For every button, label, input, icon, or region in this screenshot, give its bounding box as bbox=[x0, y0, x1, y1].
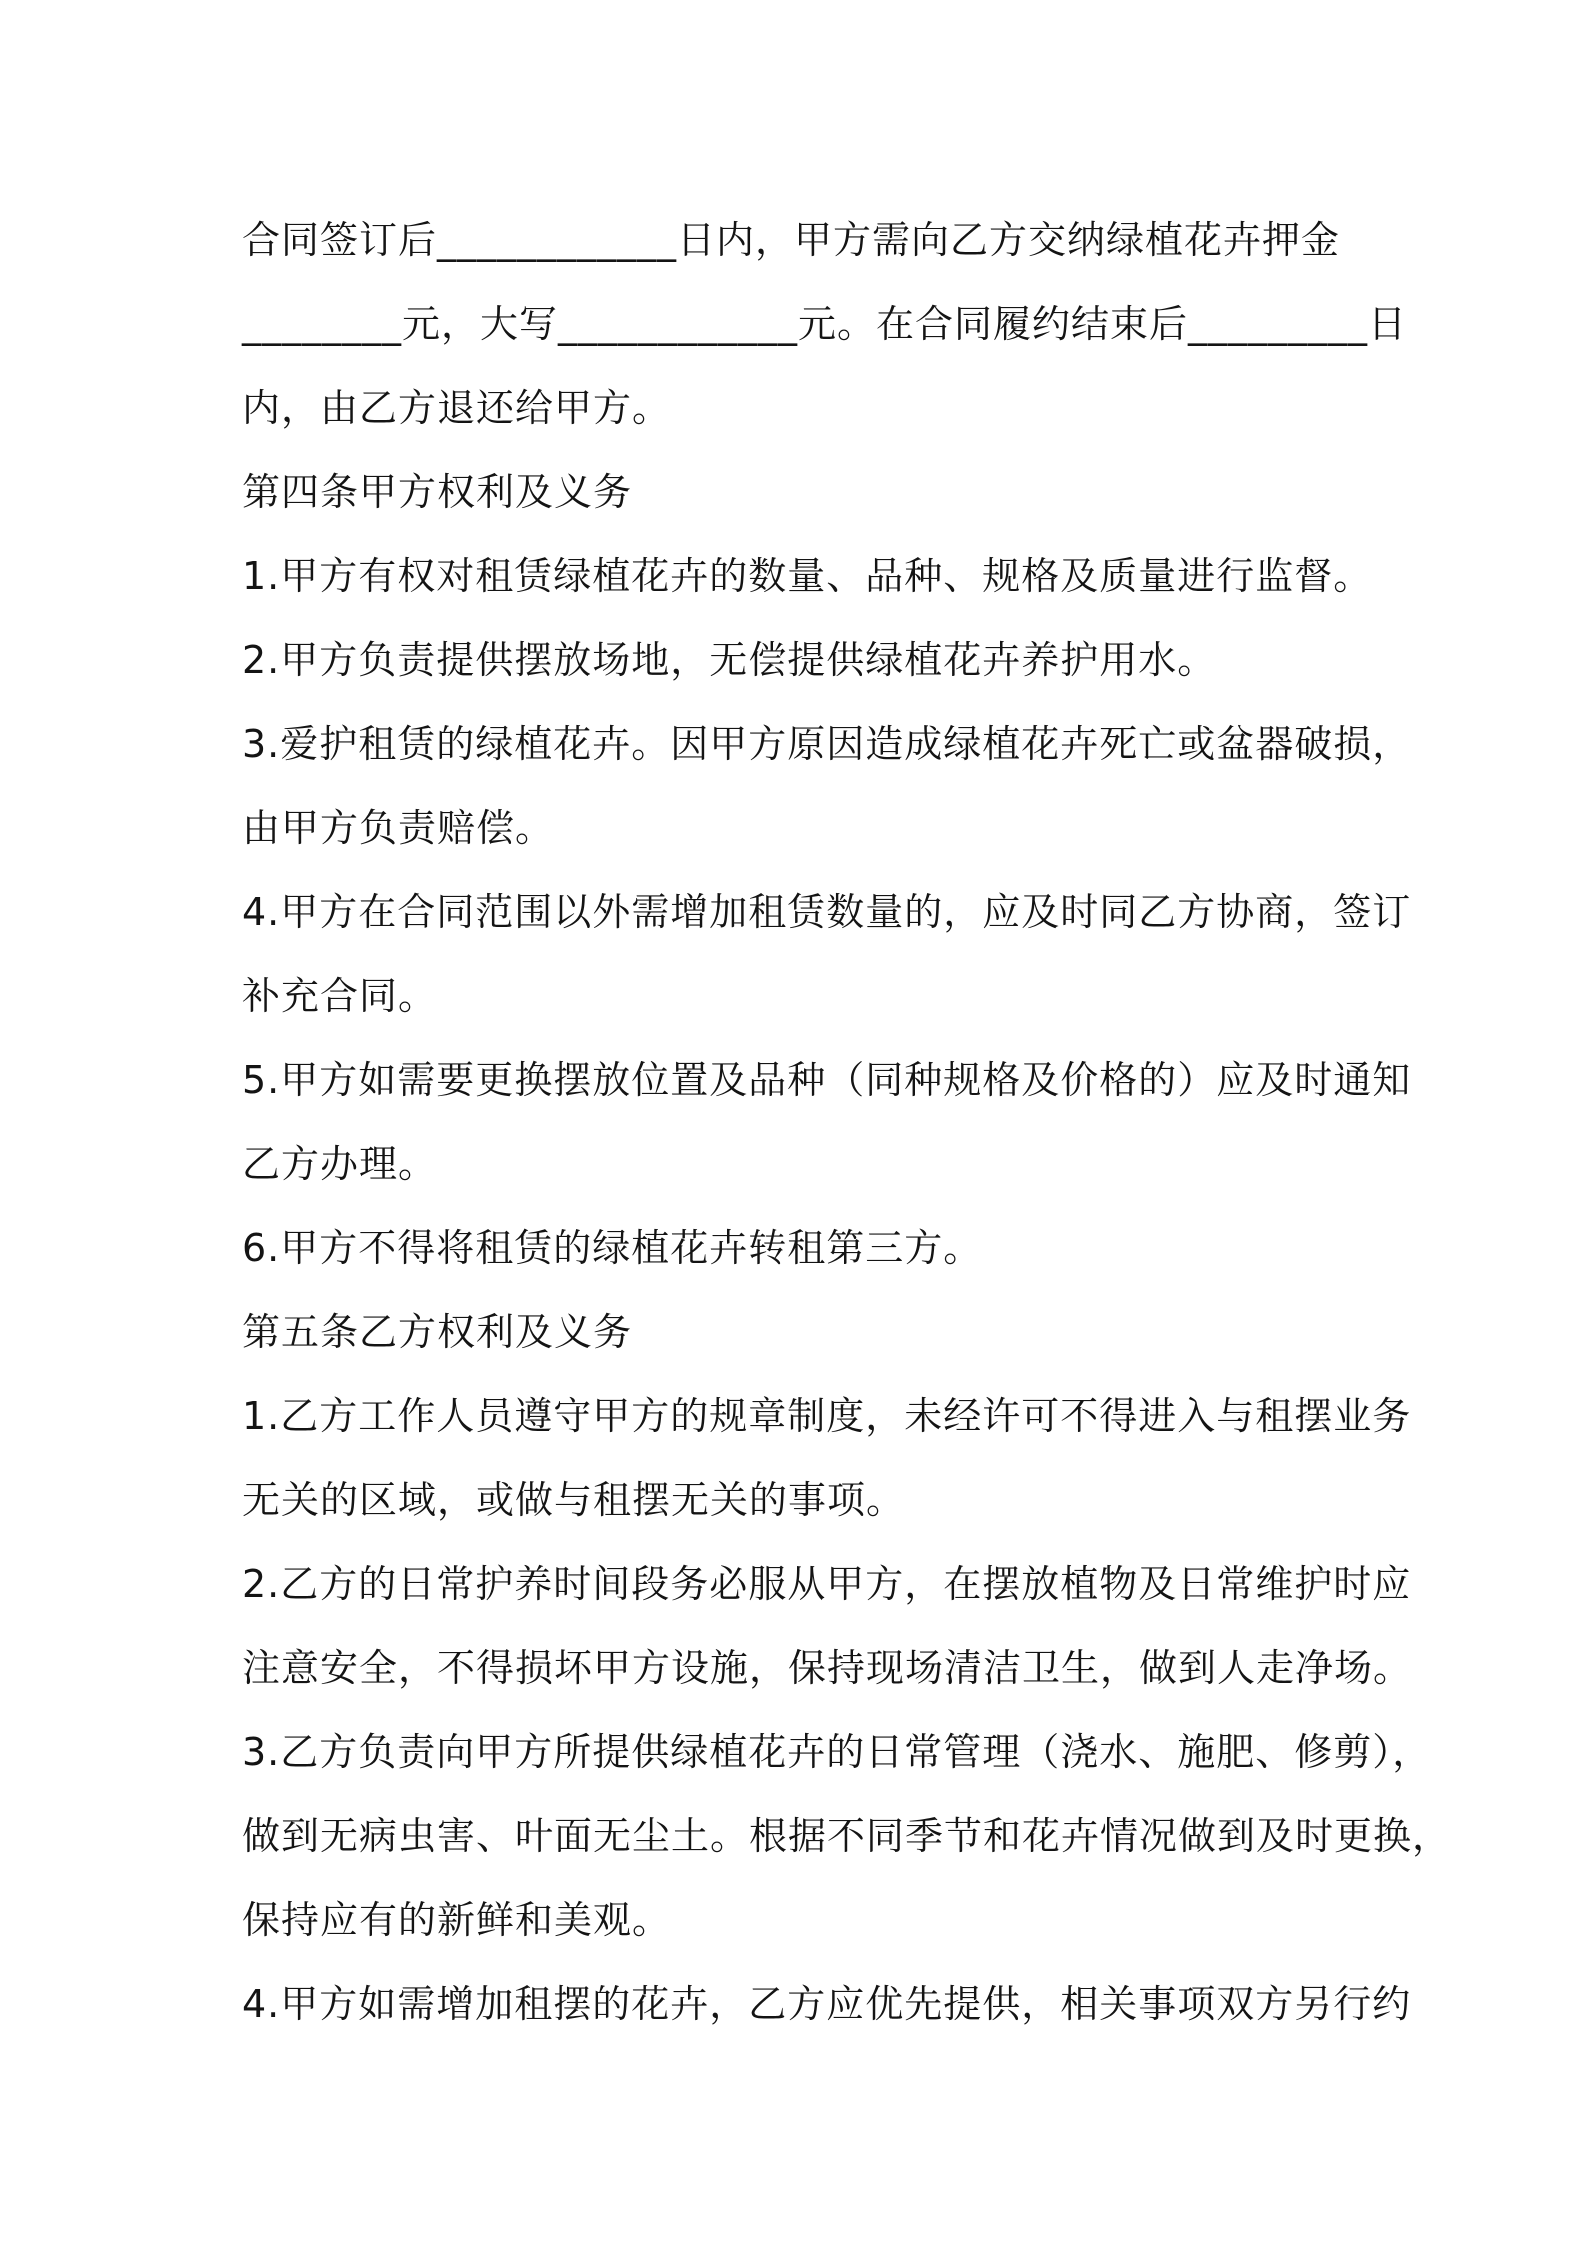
text-line: 乙方办理。 bbox=[242, 1142, 438, 1186]
clause-item: 4.甲方在合同范围以外需增加租赁数量的，应及时同乙方协商，签订 bbox=[242, 890, 1412, 934]
clause-item: 6.甲方不得将租赁的绿植花卉转租第三方。 bbox=[242, 1226, 983, 1270]
text-line: 无关的区域，或做与租摆无关的事项。 bbox=[242, 1478, 906, 1522]
clause-item: 1.乙方工作人员遵守甲方的规章制度，未经许可不得进入与租摆业务 bbox=[242, 1394, 1412, 1438]
clause-item: 1.甲方有权对租赁绿植花卉的数量、品种、规格及质量进行监督。 bbox=[242, 554, 1373, 598]
text-line: 做到无病虫害、叶面无尘土。根据不同季节和花卉情况做到及时更换， bbox=[242, 1814, 1452, 1858]
clause-item: 2.乙方的日常护养时间段务必服从甲方，在摆放植物及日常维护时应 bbox=[242, 1562, 1412, 1606]
clause-item: 3.爱护租赁的绿植花卉。因甲方原因造成绿植花卉死亡或盆器破损， bbox=[242, 722, 1412, 766]
clause-item: 5.甲方如需要更换摆放位置及品种（同种规格及价格的）应及时通知 bbox=[242, 1058, 1412, 1102]
text-line: 由甲方负责赔偿。 bbox=[242, 806, 555, 850]
contract-body bbox=[242, 198, 1452, 2046]
text-line: 合同签订后____________日内，甲方需向乙方交纳绿植花卉押金 bbox=[242, 218, 1341, 262]
clause-item: 2.甲方负责提供摆放场地，无偿提供绿植花卉养护用水。 bbox=[242, 638, 1217, 682]
text-line: 补充合同。 bbox=[242, 974, 438, 1018]
text-line: 保持应有的新鲜和美观。 bbox=[242, 1898, 672, 1942]
clause-item: 3.乙方负责向甲方所提供绿植花卉的日常管理（浇水、施肥、修剪）， bbox=[242, 1730, 1432, 1774]
section-heading-5: 第五条乙方权利及义务 bbox=[242, 1310, 633, 1354]
text-line: ________元，大写____________元。在合同履约结束后_________日 bbox=[242, 302, 1408, 346]
text-line: 注意安全，不得损坏甲方设施，保持现场清洁卫生，做到人走净场。 bbox=[242, 1646, 1413, 1690]
text-line: 内，由乙方退还给甲方。 bbox=[242, 386, 672, 430]
clause-item: 4.甲方如需增加租摆的花卉，乙方应优先提供，相关事项双方另行约 bbox=[242, 1982, 1412, 2026]
section-heading-4: 第四条甲方权利及义务 bbox=[242, 470, 633, 514]
